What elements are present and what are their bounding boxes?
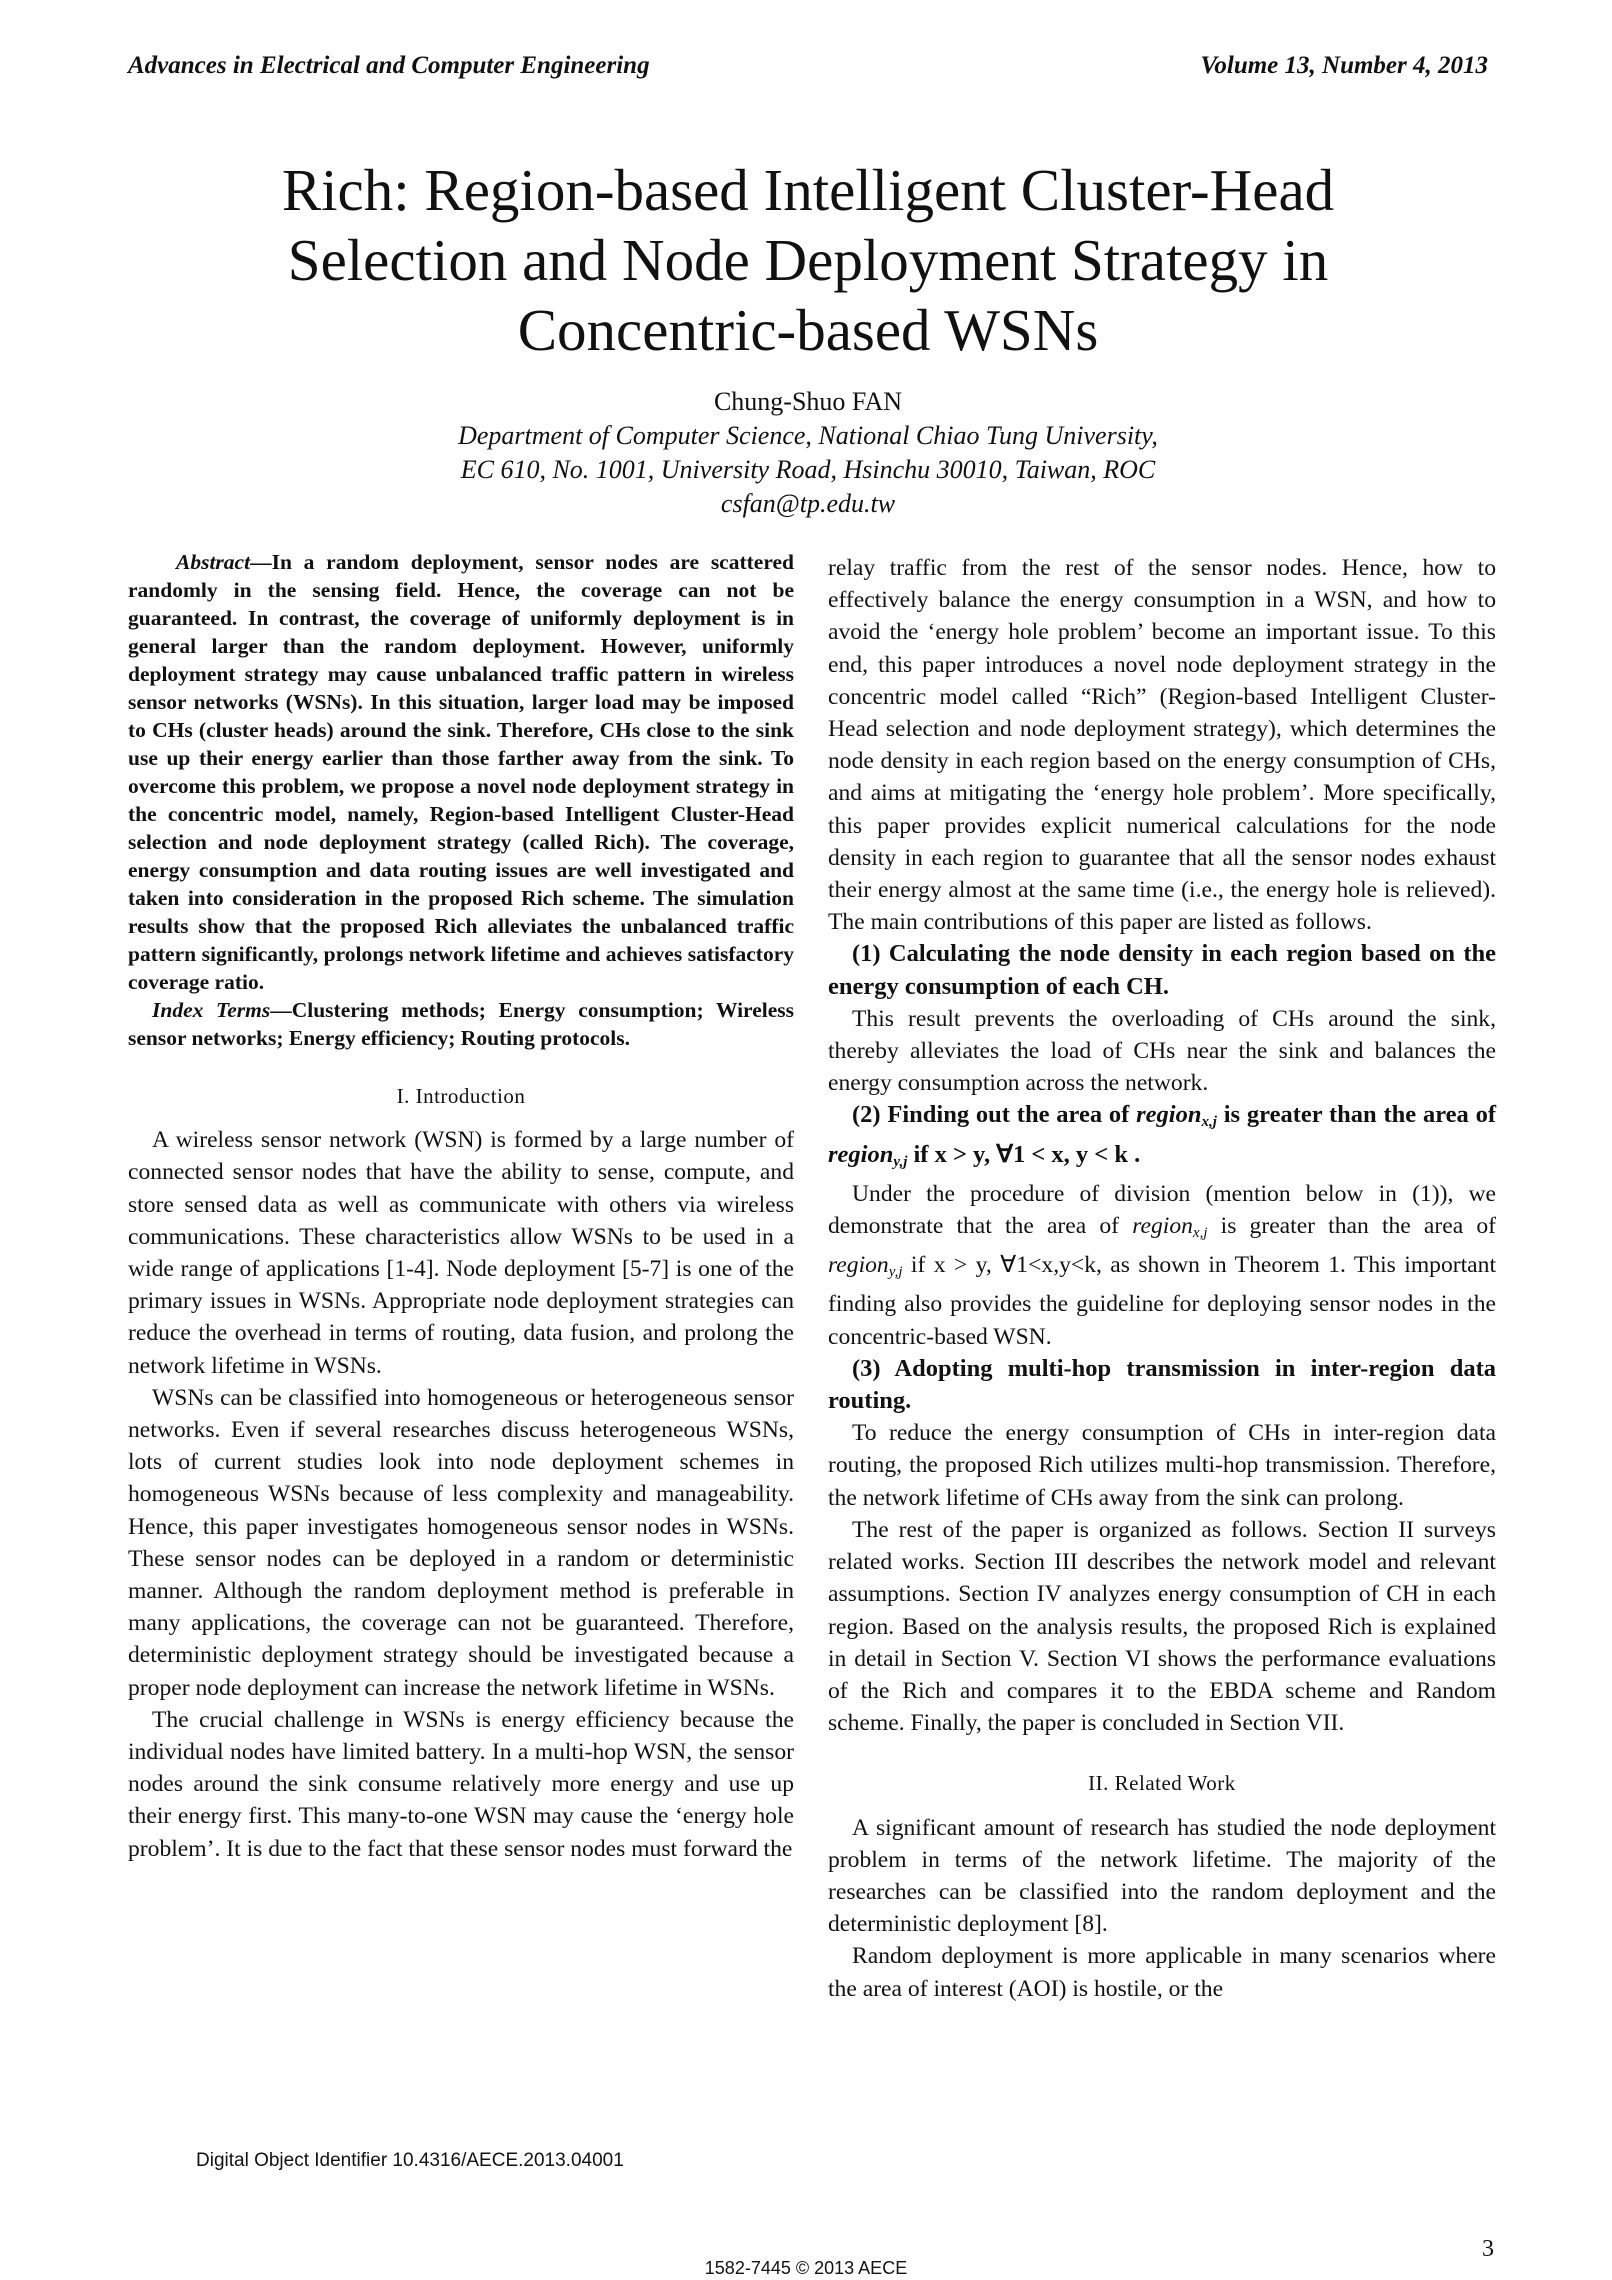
title-line: Selection and Node Deployment Strategy in: [287, 227, 1329, 293]
left-column: [128, 548, 794, 1865]
index-terms: [128, 996, 794, 1052]
contribution-title: [828, 1099, 1496, 1177]
math-term: region: [1136, 1101, 1202, 1129]
author-block: [128, 385, 1488, 521]
abstract-paragraph: [128, 548, 794, 996]
contribution-title: (3) Adopting multi-hop transmission in inter-region data routing.: [828, 1354, 1496, 1415]
math-term: region: [828, 1252, 889, 1279]
text-fragment: is greater than the area of: [1216, 1101, 1496, 1129]
subscript: x,j: [1201, 1114, 1217, 1131]
running-header: [128, 52, 1488, 92]
paragraph: To reduce the energy consumption of CHs in inter-region data routing, the proposed Rich utilizes multi-hop transmission. Therefore, the network lifetime of CHs away from the sink can prolong.: [828, 1420, 1496, 1511]
author-email: csfan@tp.edu.tw: [720, 489, 896, 518]
subscript: x,j: [1192, 1225, 1208, 1242]
paragraph: The crucial challenge in WSNs is energy efficiency because the individual nodes have limited battery. In a multi-hop WSN, the sensor nodes around the sink consume relatively more energy and use up their energy first. This many-to-one WSN may cause the ‘energy hole problem’. It is due to the fact that these sensor nodes must forward the: [128, 1706, 794, 1862]
text-fragment: Under the procedure of division (mention below in (1)), we demonstrate that the area of: [828, 1180, 1496, 1240]
paragraph: A significant amount of research has studied the node deployment problem in terms of the network lifetime. The majority of the researches can be classified into the random deployment and the deterministic deployment [8].: [828, 1814, 1496, 1938]
section-heading-introduction: I. Introduction: [396, 1084, 526, 1108]
math-term: region: [828, 1140, 894, 1168]
title-line: Concentric-based WSNs: [517, 297, 1099, 363]
paragraph: WSNs can be classified into homogeneous or heterogeneous sensor networks. Even if several researches discuss heterogeneous WSNs, lots of current studies look into node deployment schemes in homogeneous WSNs because of less complexity and manageability. Hence, this paper investigates homogeneous sensor nodes in WSNs. These sensor nodes can be deployed in a random or deterministic manner. Although the random deployment method is preferable in many applications, the coverage can not be guaranteed. Therefore, deterministic deployment strategy should be investigated because a proper node deployment can increase the network lifetime in WSNs.: [128, 1384, 794, 1701]
paragraph: relay traffic from the rest of the sensor nodes. Hence, how to effectively balance the energy consumption in a WSN, and how to avoid the ‘energy hole problem’ become an important issue. To this end, this paper introduces a novel node deployment strategy in the concentric model called “Rich” (Region-based Intelligent Cluster-Head selection and node deployment strategy), which determines the node density in each region based on the energy consumption of CHs, and aims at mitigating the ‘energy hole problem’. More specifically, this paper provides explicit numerical calculations for the node density in each region to guarantee that all the sensor nodes exhaust their energy almost at the same time (i.e., the energy hole is relieved). The main contributions of this paper are listed as follows.: [828, 555, 1496, 936]
paragraph: Random deployment is more applicable in many scenarios where the area of interest (AOI) is hostile, or the: [828, 1943, 1496, 2002]
abstract-text: —In a random deployment, sensor nodes are scattered randomly in the sensing field. Hence, the coverage can not be guaranteed. In contrast, the coverage of uniformly deployment is in general larger than the random deployment. However, uniformly deployment strategy may cause unbalanced traffic pattern in wireless sensor networks (WSNs). In this situation, larger load may be imposed to CHs (cluster heads) around the sink. Therefore, CHs close to the sink use up their energy earlier than those farther away from the sink. To overcome this problem, we propose a novel node deployment strategy in the concentric model, namely, Region-based Intelligent Cluster-Head selection and node deployment strategy (called Rich). The coverage, energy consumption and data routing issues are well investigated and taken into consideration in the proposed Rich scheme. The simulation results show that the proposed Rich alleviates the unbalanced traffic pattern significantly, prolongs network lifetime and achieves satisfactory coverage ratio.: [128, 550, 794, 994]
affiliation: EC 610, No. 1001, University Road, Hsinchu 30010, Taiwan, ROC: [460, 455, 1156, 484]
doi-footnote: Digital Object Identifier 10.4316/AECE.2013.04001: [196, 2150, 624, 2171]
section-heading-related-work: II. Related Work: [1088, 1771, 1236, 1796]
volume-info: Volume 13, Number 4, 2013: [1200, 52, 1488, 79]
abstract: [128, 548, 794, 1052]
index-terms-label: Index Terms: [152, 998, 271, 1022]
copyright-footer: 1582-7445 © 2013 AECE: [704, 2258, 908, 2278]
text-fragment: is greater than the area of: [1207, 1213, 1496, 1240]
journal-name: Advances in Electrical and Computer Engineering: [128, 52, 650, 79]
affiliation: Department of Computer Science, National Chiao Tung University,: [458, 421, 1158, 450]
author-name: Chung-Shuo FAN: [713, 387, 903, 416]
text-fragment: (2) Finding out the area of: [852, 1101, 1137, 1129]
math-term: region: [1132, 1213, 1193, 1240]
contribution-title: (1) Calculating the node density in each region based on the energy consumption of each CH.: [828, 940, 1496, 1000]
page-number: 3: [1482, 2236, 1494, 2262]
index-terms-text: —Clustering methods; Energy consumption; Wireless sensor networks; Energy efficiency; Routing protocols.: [128, 998, 794, 1050]
paragraph: This result prevents the overloading of CHs around the sink, thereby alleviates the load of CHs near the sink and balances the energy consumption across the network.: [828, 1005, 1496, 1097]
text-fragment: if x > y, ∀1<x,y<k, as shown in Theorem 1. This important finding also provides the guideline for deploying sensor nodes in the concentric-based WSN.: [828, 1252, 1496, 1350]
paragraph: A wireless sensor network (WSN) is formed by a large number of connected sensor nodes that have the ability to sense, compute, and store sensed data as well as communicate with others via wireless communications. These characteristics allow WSNs to be used in a wide range of applications [1-4]. Node deployment [5-7] is one of the primary issues in WSNs. Appropriate node deployment strategies can reduce the overhead in terms of routing, data fusion, and prolong the network lifetime in WSNs.: [128, 1127, 794, 1379]
right-column: [828, 552, 1496, 2005]
text-fragment: if x > y, ∀1 < x, y < k .: [907, 1140, 1141, 1168]
subscript: y,j: [888, 1264, 903, 1281]
paper-title: [128, 155, 1488, 365]
subscript: y,j: [893, 1153, 908, 1170]
paragraph: The rest of the paper is organized as follows. Section II surveys related works. Section III describes the network model and relevant assumptions. Section IV analyzes energy consumption of CH in each region. Based on the analysis results, the proposed Rich is explained in detail in Section V. Section VI shows the performance evaluations of the Rich and compares it to the EBDA scheme and Random scheme. Finally, the paper is concluded in Section VII.: [828, 1516, 1496, 1737]
paragraph: [828, 1178, 1496, 1353]
title-line: Rich: Region-based Intelligent Cluster-Head: [281, 157, 1335, 223]
abstract-label: Abstract: [176, 550, 251, 574]
